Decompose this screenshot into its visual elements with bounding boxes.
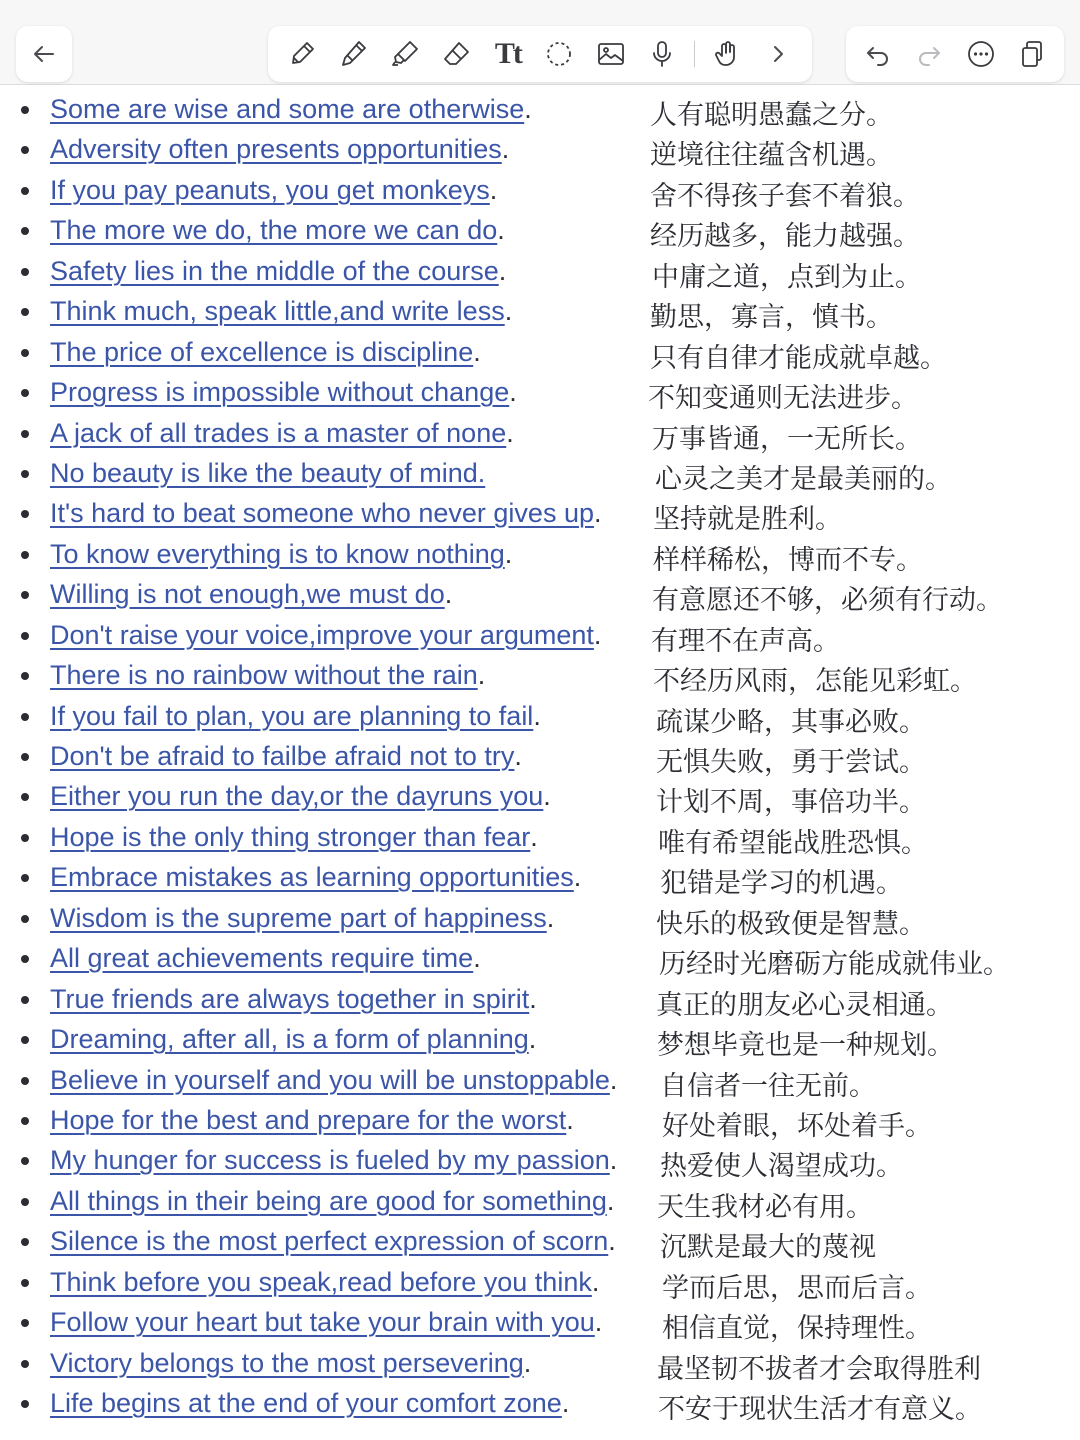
bullet-dot	[21, 1117, 29, 1125]
english-phrase-link[interactable]	[50, 498, 602, 529]
chinese-translation: 只有自律才能成就卓越。	[650, 342, 947, 374]
english-phrase-text: Wisdom is the supreme part of happiness	[50, 902, 547, 933]
drawing-tools-bar	[268, 26, 812, 82]
english-phrase-link[interactable]	[50, 862, 581, 893]
microphone-icon	[647, 39, 677, 69]
english-phrase-link[interactable]	[50, 781, 551, 812]
toolbar-divider	[694, 41, 695, 67]
english-phrase-link[interactable]	[50, 539, 512, 570]
phrase-row	[0, 1265, 1080, 1305]
english-phrase-text: True friends are always together in spirit	[50, 983, 530, 1014]
bullet-dot	[21, 551, 29, 559]
english-phrase-link[interactable]	[50, 741, 522, 772]
english-phrase-link[interactable]	[50, 418, 514, 449]
phrase-row	[0, 254, 1080, 294]
phrase-row	[0, 779, 1080, 819]
sentence-period: .	[501, 134, 510, 165]
sentence-period: .	[543, 781, 551, 812]
english-phrase-text: Hope for the best and prepare for the worst	[50, 1104, 567, 1135]
bullet-dot	[21, 793, 29, 801]
english-phrase-text: Either you run the day,or the dayruns you	[50, 781, 544, 812]
english-phrase-text: There is no rainbow without the rain	[50, 660, 478, 691]
chinese-translation: 勤思，寡言，慎书。	[650, 302, 893, 334]
image-icon	[596, 39, 626, 69]
bullet-dot	[21, 672, 29, 680]
english-phrase-text: Hope is the only thing stronger than fear	[50, 821, 531, 852]
sentence-period: .	[533, 700, 541, 731]
chinese-translation: 经历越多，能力越强。	[650, 221, 920, 253]
bullet-dot	[21, 1319, 29, 1327]
english-phrase-text: Don't be afraid to failbe afraid not to try	[50, 741, 515, 771]
bullet-dot	[21, 268, 29, 276]
phrase-row	[0, 901, 1080, 941]
english-phrase-link[interactable]	[50, 1065, 617, 1096]
sentence-period: .	[561, 1388, 570, 1418]
chinese-translation: 不知变通则无法进步。	[648, 383, 918, 415]
english-phrase-link[interactable]	[50, 984, 537, 1015]
english-phrase-link[interactable]	[50, 1226, 616, 1257]
bullet-dot	[21, 389, 29, 397]
bullet-dot	[21, 996, 29, 1004]
sentence-period: .	[566, 1104, 574, 1135]
sentence-period: .	[529, 983, 537, 1014]
english-phrase-text: Think before you speak,read before you think	[50, 1266, 592, 1297]
english-phrase-link[interactable]	[50, 296, 512, 327]
bullet-dot	[21, 1238, 29, 1246]
english-phrase-link[interactable]	[50, 377, 517, 408]
english-phrase-text: If you pay peanuts, you get monkeys	[50, 174, 490, 205]
phrase-row	[0, 618, 1080, 658]
phrase-row	[0, 213, 1080, 253]
phrase-row	[0, 456, 1080, 496]
hand-tool-button[interactable]	[707, 34, 747, 74]
bullet-dot	[21, 874, 29, 882]
chinese-translation: 有理不在声高。	[651, 625, 840, 657]
phrase-row	[0, 1346, 1080, 1386]
english-phrase-text: My hunger for success is fueled by my passion	[50, 1145, 610, 1176]
chinese-translation: 不经历风雨，怎能见彩虹。	[653, 666, 977, 698]
sentence-period: .	[546, 902, 555, 933]
phrase-row	[0, 537, 1080, 577]
sentence-period: .	[506, 417, 514, 448]
english-phrase-text: Life begins at the end of your comfort zone	[50, 1388, 562, 1418]
english-phrase-link[interactable]	[50, 215, 505, 246]
english-phrase-text: Silence is the most perfect expression of scorn	[50, 1226, 609, 1257]
chinese-translation: 无惧失败，勇于尝试。	[656, 747, 926, 778]
eraser-icon	[441, 39, 471, 69]
english-phrase-link[interactable]	[50, 822, 538, 853]
sentence-period: .	[573, 862, 582, 893]
phrase-row	[0, 416, 1080, 456]
microphone-tool-button[interactable]	[642, 34, 682, 74]
english-phrase-text: Think much, speak little,and write less	[50, 296, 505, 327]
english-phrase-text: Safety lies in the middle of the course	[50, 255, 499, 286]
phrase-row	[0, 941, 1080, 981]
english-phrase-link[interactable]	[50, 903, 554, 934]
chinese-translation: 坚持就是胜利。	[653, 504, 842, 536]
bullet-dot	[21, 510, 29, 518]
chinese-translation: 相信直觉，保持理性。	[662, 1313, 932, 1345]
phrase-row	[0, 335, 1080, 375]
chinese-translation: 舍不得孩子套不着狼。	[650, 180, 920, 212]
english-phrase-text: Embrace mistakes as learning opportunities	[50, 862, 574, 893]
sentence-period: .	[498, 255, 507, 286]
chinese-translation: 心灵之美才是最美丽的。	[655, 463, 952, 495]
sentence-period: .	[528, 1024, 537, 1055]
sentence-period: .	[530, 821, 538, 852]
chinese-translation: 天生我材必有用。	[657, 1191, 873, 1223]
english-phrase-link[interactable]	[50, 1307, 602, 1338]
phrase-row	[0, 658, 1080, 698]
sentence-period: .	[524, 94, 532, 124]
hand-icon	[712, 39, 742, 69]
sentence-period: .	[504, 296, 513, 327]
redo-icon	[914, 39, 944, 69]
english-phrase-link[interactable]	[50, 660, 485, 691]
english-phrase-text: Victory belongs to the most persevering	[50, 1347, 524, 1378]
highlighter-icon	[390, 39, 420, 69]
bullet-dot	[21, 470, 29, 478]
bullet-dot	[21, 1157, 29, 1165]
phrase-row	[0, 860, 1080, 900]
sentence-period: .	[523, 1347, 532, 1378]
english-phrase-text: Progress is impossible without change	[50, 377, 510, 408]
chinese-translation: 真正的朋友必心灵相通。	[656, 989, 953, 1021]
english-phrase-text: Believe in yourself and you will be unstoppable	[50, 1064, 610, 1095]
sentence-period: .	[593, 619, 602, 650]
bullet-dot	[21, 308, 29, 316]
phrase-row	[0, 496, 1080, 536]
sentence-period: .	[606, 1185, 615, 1216]
lasso-tool-button[interactable]	[539, 34, 579, 74]
bullet-dot	[21, 1198, 29, 1206]
english-phrase-link[interactable]	[50, 175, 497, 206]
sentence-period: .	[591, 1266, 600, 1297]
text-tool-icon: Tt	[494, 37, 521, 70]
phrase-row	[0, 132, 1080, 172]
sentence-period: .	[609, 1145, 618, 1176]
english-phrase-text: All things in their being are good for something	[50, 1185, 607, 1216]
bullet-dot	[21, 146, 29, 154]
pen-tool-button[interactable]	[282, 34, 322, 74]
english-phrase-link[interactable]	[50, 1024, 536, 1055]
english-phrase-link[interactable]	[50, 1186, 614, 1217]
chinese-translation: 快乐的极致便是智慧。	[656, 908, 926, 940]
document-actions-bar	[846, 26, 1064, 82]
english-phrase-text: The price of excellence is discipline	[50, 336, 474, 367]
english-phrase-link[interactable]	[50, 1105, 574, 1136]
bullet-dot	[21, 713, 29, 721]
undo-button[interactable]	[858, 34, 898, 74]
english-phrase-link[interactable]	[50, 620, 601, 651]
english-phrase-link[interactable]	[50, 134, 509, 165]
chinese-translation: 不安于现状生活才有意义。	[658, 1394, 982, 1425]
chinese-translation: 好处着眼，坏处着手。	[662, 1110, 932, 1142]
english-phrase-text: Don't raise your voice,improve your argument	[50, 619, 594, 650]
sentence-period: .	[444, 579, 453, 610]
english-phrase-link[interactable]	[50, 1145, 617, 1176]
expand-tools-button[interactable]	[758, 34, 798, 74]
english-phrase-text: Willing is not enough,we must do	[50, 579, 445, 610]
bullet-dot	[21, 106, 29, 114]
arrow-left-icon	[29, 39, 59, 69]
sentence-period: .	[608, 1226, 616, 1257]
phrase-row	[0, 375, 1080, 415]
chinese-translation: 热爱使人渴望成功。	[660, 1151, 903, 1183]
pages-button[interactable]	[1012, 34, 1052, 74]
phrase-row	[0, 820, 1080, 860]
bullet-dot	[21, 834, 29, 842]
bullet-dot	[21, 1036, 29, 1044]
chinese-translation: 犯错是学习的机遇。	[660, 868, 903, 900]
english-phrase-link[interactable]	[50, 1348, 531, 1379]
text-tool-button[interactable]	[488, 34, 528, 74]
lasso-icon	[544, 39, 574, 69]
bullet-dot	[21, 915, 29, 923]
phrase-row	[0, 1063, 1080, 1103]
phrase-row	[0, 1184, 1080, 1224]
english-phrase-text: It's hard to beat someone who never gives up	[50, 498, 594, 529]
sentence-period: .	[473, 943, 481, 974]
phrase-row	[0, 739, 1080, 779]
eraser-tool-button[interactable]	[436, 34, 476, 74]
bullet-dot	[21, 632, 29, 640]
chinese-translation: 梦想毕竟也是一种规划。	[657, 1030, 954, 1062]
english-phrase-link[interactable]	[50, 579, 452, 610]
bullet-dot	[21, 187, 29, 195]
chinese-translation: 人有聪明愚蠢之分。	[650, 100, 893, 131]
bullet-dot	[21, 1360, 29, 1368]
sentence-period: .	[497, 215, 505, 246]
chinese-translation: 有意愿还不够，必须有行动。	[652, 585, 1003, 617]
english-phrase-text: Some are wise and some are otherwise	[50, 94, 525, 124]
english-phrase-link[interactable]	[50, 94, 532, 125]
chinese-translation: 自信者一往无前。	[660, 1070, 876, 1102]
chinese-translation: 计划不周，事倍功半。	[656, 787, 926, 819]
phrase-list	[0, 92, 1080, 1426]
english-phrase-text: All great achievements require time	[50, 943, 474, 974]
phrase-row	[0, 1224, 1080, 1264]
phrase-row	[0, 173, 1080, 213]
undo-icon	[863, 39, 893, 69]
english-phrase-text: A jack of all trades is a master of none	[50, 417, 507, 448]
pages-icon	[1017, 39, 1047, 69]
chevron-right-icon	[763, 39, 793, 69]
bullet-dot	[21, 430, 29, 438]
chinese-translation: 样样稀松，博而不专。	[653, 544, 923, 576]
top-toolbar	[0, 0, 1080, 85]
phrase-row	[0, 1143, 1080, 1183]
english-phrase-link[interactable]	[50, 256, 506, 287]
english-phrase-text: Adversity often presents opportunities	[50, 134, 502, 165]
sentence-period: .	[509, 377, 517, 408]
phrase-row	[0, 1103, 1080, 1143]
english-phrase-link[interactable]	[50, 943, 481, 974]
sentence-period: .	[514, 741, 522, 771]
bullet-dot	[21, 227, 29, 235]
english-phrase-text: If you fail to plan, you are planning to fail	[50, 700, 534, 731]
english-phrase-text: Follow your heart but take your brain with you	[50, 1307, 595, 1338]
phrase-row	[0, 699, 1080, 739]
phrase-row	[0, 1386, 1080, 1426]
sentence-period: .	[473, 336, 481, 367]
chinese-translation: 中庸之道，点到为止。	[652, 261, 922, 293]
chinese-translation: 逆境往往蕴含机遇。	[650, 140, 893, 172]
sentence-period: .	[609, 1064, 618, 1095]
english-phrase-link[interactable]	[50, 701, 541, 732]
english-phrase-link[interactable]	[50, 458, 485, 489]
sentence-period: .	[477, 660, 486, 691]
phrase-row	[0, 982, 1080, 1022]
chinese-translation: 唯有希望能战胜恐惧。	[658, 827, 928, 859]
back-button-container	[16, 26, 72, 82]
chinese-translation: 最坚韧不拔者才会取得胜利	[657, 1353, 981, 1385]
english-phrase-link[interactable]	[50, 1388, 569, 1419]
phrase-row	[0, 294, 1080, 334]
phrase-row	[0, 92, 1080, 132]
back-button[interactable]	[24, 34, 64, 74]
pencil-icon	[338, 39, 368, 69]
sentence-period: .	[504, 538, 513, 569]
bullet-dot	[21, 1400, 29, 1408]
english-phrase-link[interactable]	[50, 1267, 599, 1298]
sentence-period: .	[594, 1307, 603, 1338]
bullet-dot	[21, 591, 29, 599]
english-phrase-text: No beauty is like the beauty of mind.	[50, 457, 486, 488]
sentence-period: .	[593, 498, 602, 529]
chinese-translation: 学而后思，思而后言。	[662, 1272, 932, 1304]
chinese-translation: 万事皆通，一无所长。	[652, 423, 922, 455]
chinese-translation: 历经时光磨砺方能成就伟业。	[659, 949, 1010, 981]
phrase-row	[0, 577, 1080, 617]
highlighter-tool-button[interactable]	[385, 34, 425, 74]
more-button[interactable]	[961, 34, 1001, 74]
bullet-dot	[21, 1077, 29, 1085]
phrase-row	[0, 1305, 1080, 1345]
bullet-dot	[21, 1279, 29, 1287]
sentence-period: .	[489, 174, 498, 205]
english-phrase-text: To know everything is to know nothing	[50, 538, 505, 569]
pen-icon	[287, 39, 317, 69]
redo-button[interactable]	[909, 34, 949, 74]
bullet-dot	[21, 349, 29, 357]
english-phrase-link[interactable]	[50, 337, 481, 368]
bullet-dot	[21, 955, 29, 963]
english-phrase-text: The more we do, the more we can do	[50, 215, 498, 246]
more-icon	[966, 39, 996, 69]
bullet-dot	[21, 753, 29, 761]
chinese-translation: 沉默是最大的蔑视	[660, 1232, 876, 1264]
english-phrase-text: Dreaming, after all, is a form of planning	[50, 1024, 529, 1055]
pencil-tool-button[interactable]	[333, 34, 373, 74]
chinese-translation: 疏谋少略，其事必败。	[656, 706, 926, 738]
phrase-row	[0, 1022, 1080, 1062]
image-tool-button[interactable]	[591, 34, 631, 74]
